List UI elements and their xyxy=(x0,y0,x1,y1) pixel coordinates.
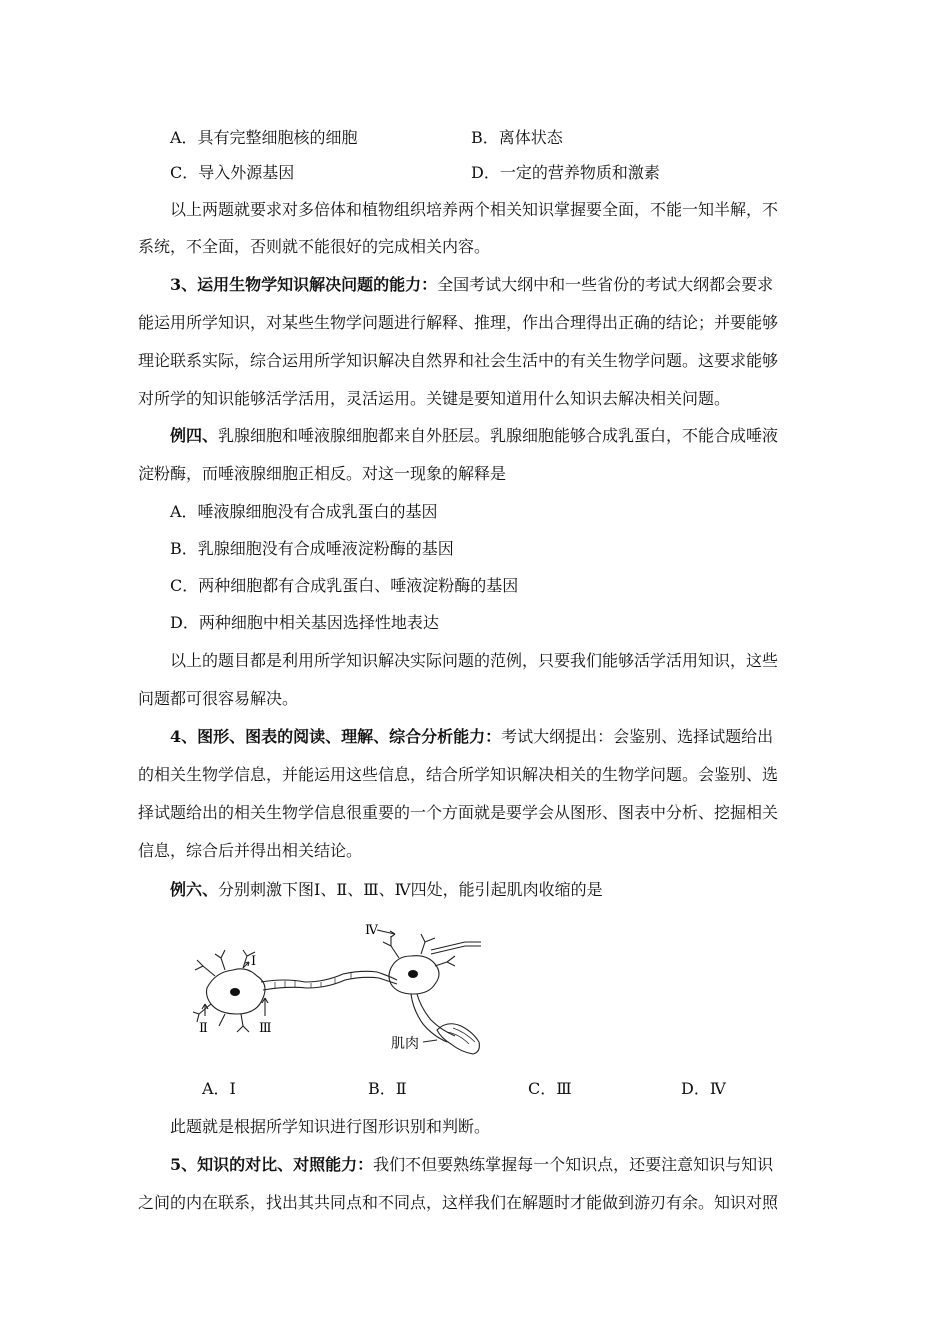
example-4-stem xyxy=(170,426,778,446)
label-II: Ⅱ xyxy=(199,1021,208,1036)
option-c: C．导入外源基因 xyxy=(170,163,295,182)
right-nucleus xyxy=(408,970,418,978)
summary-line: 以上两题就要求对多倍体和植物组织培养两个相关知识掌握要全面，不能一知半解，不 xyxy=(170,200,779,219)
option-d: D．一定的营养物质和激素 xyxy=(471,163,660,182)
section-5-paragraph xyxy=(170,1155,773,1175)
section-3-paragraph xyxy=(170,275,773,295)
section-5-text: 我们不但要熟练掌握每一个知识点，还要注意知识与知识 xyxy=(373,1155,774,1174)
example-6-label: 例六、 xyxy=(170,880,219,899)
option-d: D．两种细胞中相关基因选择性地表达 xyxy=(170,613,439,632)
paragraph-line: 对所学的知识能够活学活用，灵活运用。关键是要知道用什么知识去解决相关问题。 xyxy=(138,389,731,408)
label-muscle: 肌肉 xyxy=(391,1036,419,1052)
summary-line: 以上的题目都是利用所学知识解决实际问题的范例，只要我们能够活学活用知识，这些 xyxy=(170,651,779,670)
section-4-paragraph xyxy=(170,727,773,747)
paragraph-line: 信息，综合后并得出相关结论。 xyxy=(138,841,363,860)
example-6-text: 分别刺激下图Ⅰ、Ⅱ、Ⅲ、Ⅳ四处，能引起肌肉收缩的是 xyxy=(218,880,603,899)
option-a: A．Ⅰ xyxy=(202,1079,236,1098)
paragraph-line: 淀粉酶，而唾液腺细胞正相反。对这一现象的解释是 xyxy=(138,464,507,483)
option-b: B．乳腺细胞没有合成唾液淀粉酶的基因 xyxy=(170,539,454,558)
summary-line: 问题都可很容易解决。 xyxy=(138,689,299,708)
arrow-muscle xyxy=(423,1040,437,1042)
label-III: Ⅲ xyxy=(259,1021,272,1036)
option-b: B．Ⅱ xyxy=(368,1079,407,1098)
option-a: A．具有完整细胞核的细胞 xyxy=(170,128,358,147)
option-d: D．Ⅳ xyxy=(681,1079,726,1098)
option-a: A．唾液腺细胞没有合成乳蛋白的基因 xyxy=(170,502,438,521)
summary-line: 系统，不全面，否则就不能很好的完成相关内容。 xyxy=(138,237,491,256)
section-5-heading: 5、知识的对比、对照能力： xyxy=(170,1155,374,1174)
neuron-figure xyxy=(185,920,485,1060)
example-6-note: 此题就是根据所学知识进行图形识别和判断。 xyxy=(170,1117,491,1136)
label-IV: Ⅳ xyxy=(365,923,378,938)
section-3-heading: 3、运用生物学知识解决问题的能力： xyxy=(170,275,438,294)
option-b: B．离体状态 xyxy=(471,128,563,147)
paragraph-line: 择试题给出的相关生物学信息很重要的一个方面就是要学会从图形、图表中分析、挖掘相关 xyxy=(138,803,779,822)
section-4-heading: 4、图形、图表的阅读、理解、综合分析能力： xyxy=(170,727,502,746)
paragraph-line: 的相关生物学信息，并能运用这些信息，结合所学知识解决相关的生物学问题。会鉴别、选 xyxy=(138,765,779,784)
example-6-stem xyxy=(170,880,603,900)
option-c: C．Ⅲ xyxy=(528,1079,572,1098)
muscle-fiber xyxy=(437,1024,479,1054)
example-4-label: 例四、 xyxy=(170,426,219,445)
example-4-text: 乳腺细胞和唾液腺细胞都来自外胚层。乳腺细胞能够合成乳蛋白，不能合成唾液 xyxy=(218,426,779,445)
section-4-text: 考试大纲提出：会鉴别、选择试题给出 xyxy=(501,727,774,746)
section-3-text: 全国考试大纲中和一些省份的考试大纲都会要求 xyxy=(437,275,774,294)
option-c: C．两种细胞都有合成乳蛋白、唾液淀粉酶的基因 xyxy=(170,576,519,595)
label-I: Ⅰ xyxy=(251,954,257,969)
paragraph-line: 理论联系实际，综合运用所学知识解决自然界和社会生活中的有关生物学问题。这要求能够 xyxy=(138,351,779,370)
paragraph-line: 能运用所学知识，对某些生物学问题进行解释、推理，作出合理得出正确的结论；并要能够 xyxy=(138,313,779,332)
axon xyxy=(261,971,397,982)
paragraph-line: 之间的内在联系，找出其共同点和不同点，这样我们在解题时才能做到游刃有余。知识对照 xyxy=(138,1193,779,1212)
left-nucleus xyxy=(230,988,240,996)
